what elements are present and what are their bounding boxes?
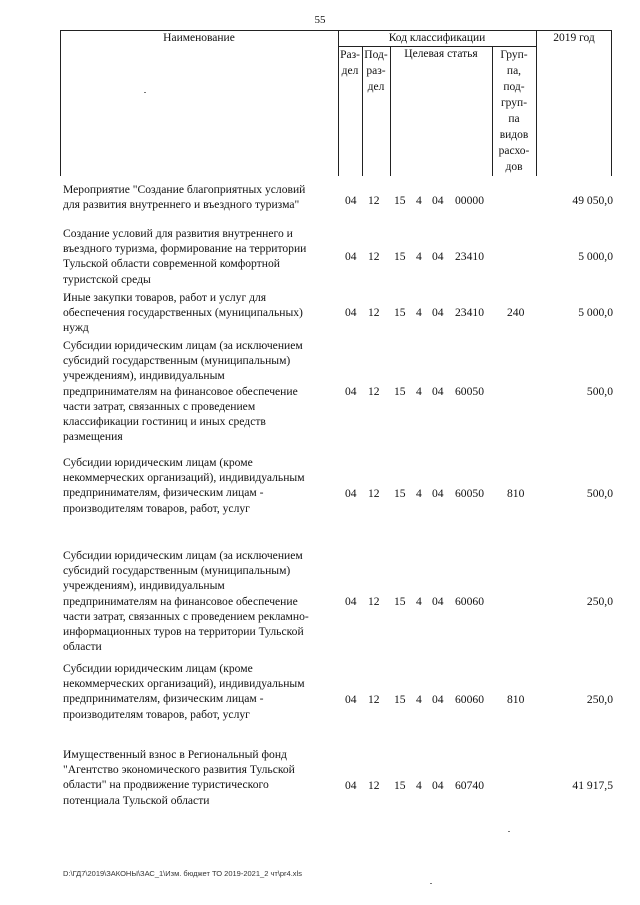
podrazdel-cell: 12 (368, 487, 380, 500)
row-name-line: предпринимателям, физическим лицам - (63, 486, 264, 500)
row-name-line: субсидий государственным (муниципальным) (63, 564, 291, 578)
row-name-line: обеспечения государственных (муниципальных) (63, 306, 303, 320)
amount-cell: 5 000,0 (578, 250, 613, 263)
target-event-cell: 04 (432, 779, 444, 792)
target-direction-cell: 60060 (455, 595, 484, 608)
row-name (63, 747, 345, 808)
target-event-cell: 04 (432, 693, 444, 706)
target-direction-cell: 60740 (455, 779, 484, 792)
target-program-cell: 15 (394, 595, 406, 608)
target-direction-cell: 60060 (455, 693, 484, 706)
row-name-line: предпринимателям на финансовое обеспечение (63, 594, 298, 608)
row-name-line: области" на продвижение туристического (63, 778, 269, 792)
target-subprogram-cell: 4 (416, 595, 422, 608)
target-program-cell: 15 (394, 693, 406, 706)
header-group-line: расхо- (498, 145, 530, 157)
amount-cell: 500,0 (586, 487, 613, 500)
scan-speck (144, 92, 146, 93)
header-group-line: па (508, 113, 520, 125)
podrazdel-cell: 12 (368, 250, 380, 263)
row-name-line: области (63, 640, 102, 654)
amount-cell: 41 917,5 (572, 779, 613, 792)
row-name-line: нужд (63, 321, 89, 335)
target-program-cell: 15 (394, 779, 406, 792)
podrazdel-cell: 12 (368, 693, 380, 706)
razdel-cell: 04 (345, 487, 357, 500)
razdel-cell: 04 (345, 385, 357, 398)
target-event-cell: 04 (432, 306, 444, 319)
row-name-line: туристской среды (63, 272, 151, 286)
podrazdel-cell: 12 (368, 595, 380, 608)
page-number: 55 (314, 14, 326, 26)
row-name (63, 661, 345, 722)
header-group-line: дов (505, 161, 523, 173)
amount-cell: 49 050,0 (572, 194, 613, 207)
row-name-line: Иные закупки товаров, работ и услуг для (63, 291, 267, 304)
row-name-line: части затрат, связанных с проведением (63, 399, 256, 413)
table-header (60, 30, 612, 176)
row-name (63, 290, 345, 336)
header-code-group: Код классификации (388, 32, 486, 44)
header-group-line: видов (499, 129, 529, 141)
target-program-cell: 15 (394, 487, 406, 500)
target-event-cell: 04 (432, 250, 444, 263)
target-direction-cell: 60050 (455, 385, 484, 398)
target-subprogram-cell: 4 (416, 194, 422, 207)
header-podrazdel-line: дел (367, 81, 385, 93)
target-program-cell: 15 (394, 194, 406, 207)
podrazdel-cell: 12 (368, 194, 380, 207)
razdel-cell: 04 (345, 595, 357, 608)
target-direction-cell: 00000 (455, 194, 484, 207)
header-razdel-line: Раз- (340, 49, 360, 61)
amount-cell: 500,0 (586, 385, 613, 398)
header-group-line: па, (506, 65, 522, 77)
header-podrazdel-line: раз- (366, 65, 386, 77)
header-razdel (338, 47, 362, 79)
row-name (63, 226, 345, 287)
row-name-line: Субсидии юридическим лицам (за исключением (63, 549, 303, 562)
header-group-line: Груп- (500, 49, 528, 61)
row-name-line: "Агентство экономического развития Тульской (63, 763, 295, 777)
row-name-line: для развития внутреннего и въездного туризма" (63, 198, 300, 212)
amount-cell: 250,0 (586, 693, 613, 706)
row-name-line: размещения (63, 430, 123, 444)
target-subprogram-cell: 4 (416, 385, 422, 398)
row-name-line: информационных туров на территории Тульской (63, 625, 304, 639)
target-subprogram-cell: 4 (416, 779, 422, 792)
group-col-divider (536, 30, 537, 176)
header-podrazdel (362, 47, 390, 95)
row-name (63, 338, 345, 444)
amount-cell: 5 000,0 (578, 306, 613, 319)
target-direction-cell: 23410 (455, 250, 484, 263)
expense-group-cell: 810 (507, 487, 525, 500)
target-direction-cell: 60050 (455, 487, 484, 500)
row-name-line: части затрат, связанных с проведением рекламно- (63, 609, 309, 623)
row-name-line: Субсидии юридическим лицам (за исключением (63, 339, 303, 352)
expense-group-cell: 810 (507, 693, 525, 706)
row-name (63, 455, 345, 516)
row-name-line: учреждениям), индивидуальным (63, 369, 225, 383)
podrazdel-col-divider (390, 46, 391, 176)
target-program-cell: 15 (394, 250, 406, 263)
header-target: Целевая статья (404, 48, 478, 60)
podrazdel-cell: 12 (368, 779, 380, 792)
row-name (63, 548, 345, 654)
row-name-line: учреждениям), индивидуальным (63, 579, 225, 593)
file-path-footer: D:\ГД7\2019\ЗАКОНЫ\ЗАС_1\Изм. бюджет ТО 2019-2021_2 чт\pr4.xls (63, 869, 302, 878)
target-subprogram-cell: 4 (416, 487, 422, 500)
razdel-cell: 04 (345, 250, 357, 263)
target-subprogram-cell: 4 (416, 306, 422, 319)
razdel-cell: 04 (345, 779, 357, 792)
row-name-line: потенциала Тульской области (63, 793, 210, 807)
header-name: Наименование (163, 32, 235, 44)
row-name-line: некоммерческих организаций), индивидуальным (63, 677, 305, 691)
target-subprogram-cell: 4 (416, 693, 422, 706)
podrazdel-cell: 12 (368, 306, 380, 319)
row-name-line: Субсидии юридическим лицам (кроме (63, 662, 253, 675)
row-name-line: Тульской области современной комфортной (63, 257, 280, 271)
amount-cell: 250,0 (586, 595, 613, 608)
target-program-cell: 15 (394, 306, 406, 319)
header-right-border (611, 30, 612, 176)
header-razdel-line: дел (341, 65, 359, 77)
row-name-line: въездного туризма, формирование на территории (63, 242, 307, 256)
row-name-line: Мероприятие "Создание благоприятных условий (63, 183, 306, 196)
row-name-line: предпринимателям, физическим лицам - (63, 692, 264, 706)
target-direction-cell: 23410 (455, 306, 484, 319)
target-event-cell: 04 (432, 385, 444, 398)
razdel-cell: 04 (345, 194, 357, 207)
row-name-line: некоммерческих организаций), индивидуальным (63, 471, 305, 485)
row-name-line: Имущественный взнос в Региональный фонд (63, 748, 287, 761)
target-event-cell: 04 (432, 487, 444, 500)
target-subprogram-cell: 4 (416, 250, 422, 263)
row-name-line: классификации гостиниц и иных средств (63, 415, 266, 429)
row-name-line: субсидий государственным (муниципальным) (63, 354, 291, 368)
header-group (492, 47, 536, 175)
scan-speck (430, 883, 432, 884)
razdel-cell: 04 (345, 306, 357, 319)
header-left-border (60, 30, 61, 176)
row-name-line: предпринимателям на финансовое обеспечение (63, 384, 298, 398)
header-group-line: груп- (500, 97, 528, 109)
header-group-line: под- (503, 81, 525, 93)
expense-group-cell: 240 (507, 306, 525, 319)
target-event-cell: 04 (432, 595, 444, 608)
razdel-cell: 04 (345, 693, 357, 706)
row-name-line: Субсидии юридическим лицам (кроме (63, 456, 253, 469)
row-name-line: производителям товаров, работ, услуг (63, 707, 250, 721)
podrazdel-cell: 12 (368, 385, 380, 398)
header-year: 2019 год (553, 32, 595, 44)
target-event-cell: 04 (432, 194, 444, 207)
target-program-cell: 15 (394, 385, 406, 398)
scan-speck (508, 831, 510, 832)
row-name-line: производителям товаров, работ, услуг (63, 501, 250, 515)
row-name (63, 182, 345, 212)
row-name-line: Создание условий для развития внутреннего и (63, 227, 293, 240)
header-podrazdel-line: Под- (364, 49, 388, 61)
